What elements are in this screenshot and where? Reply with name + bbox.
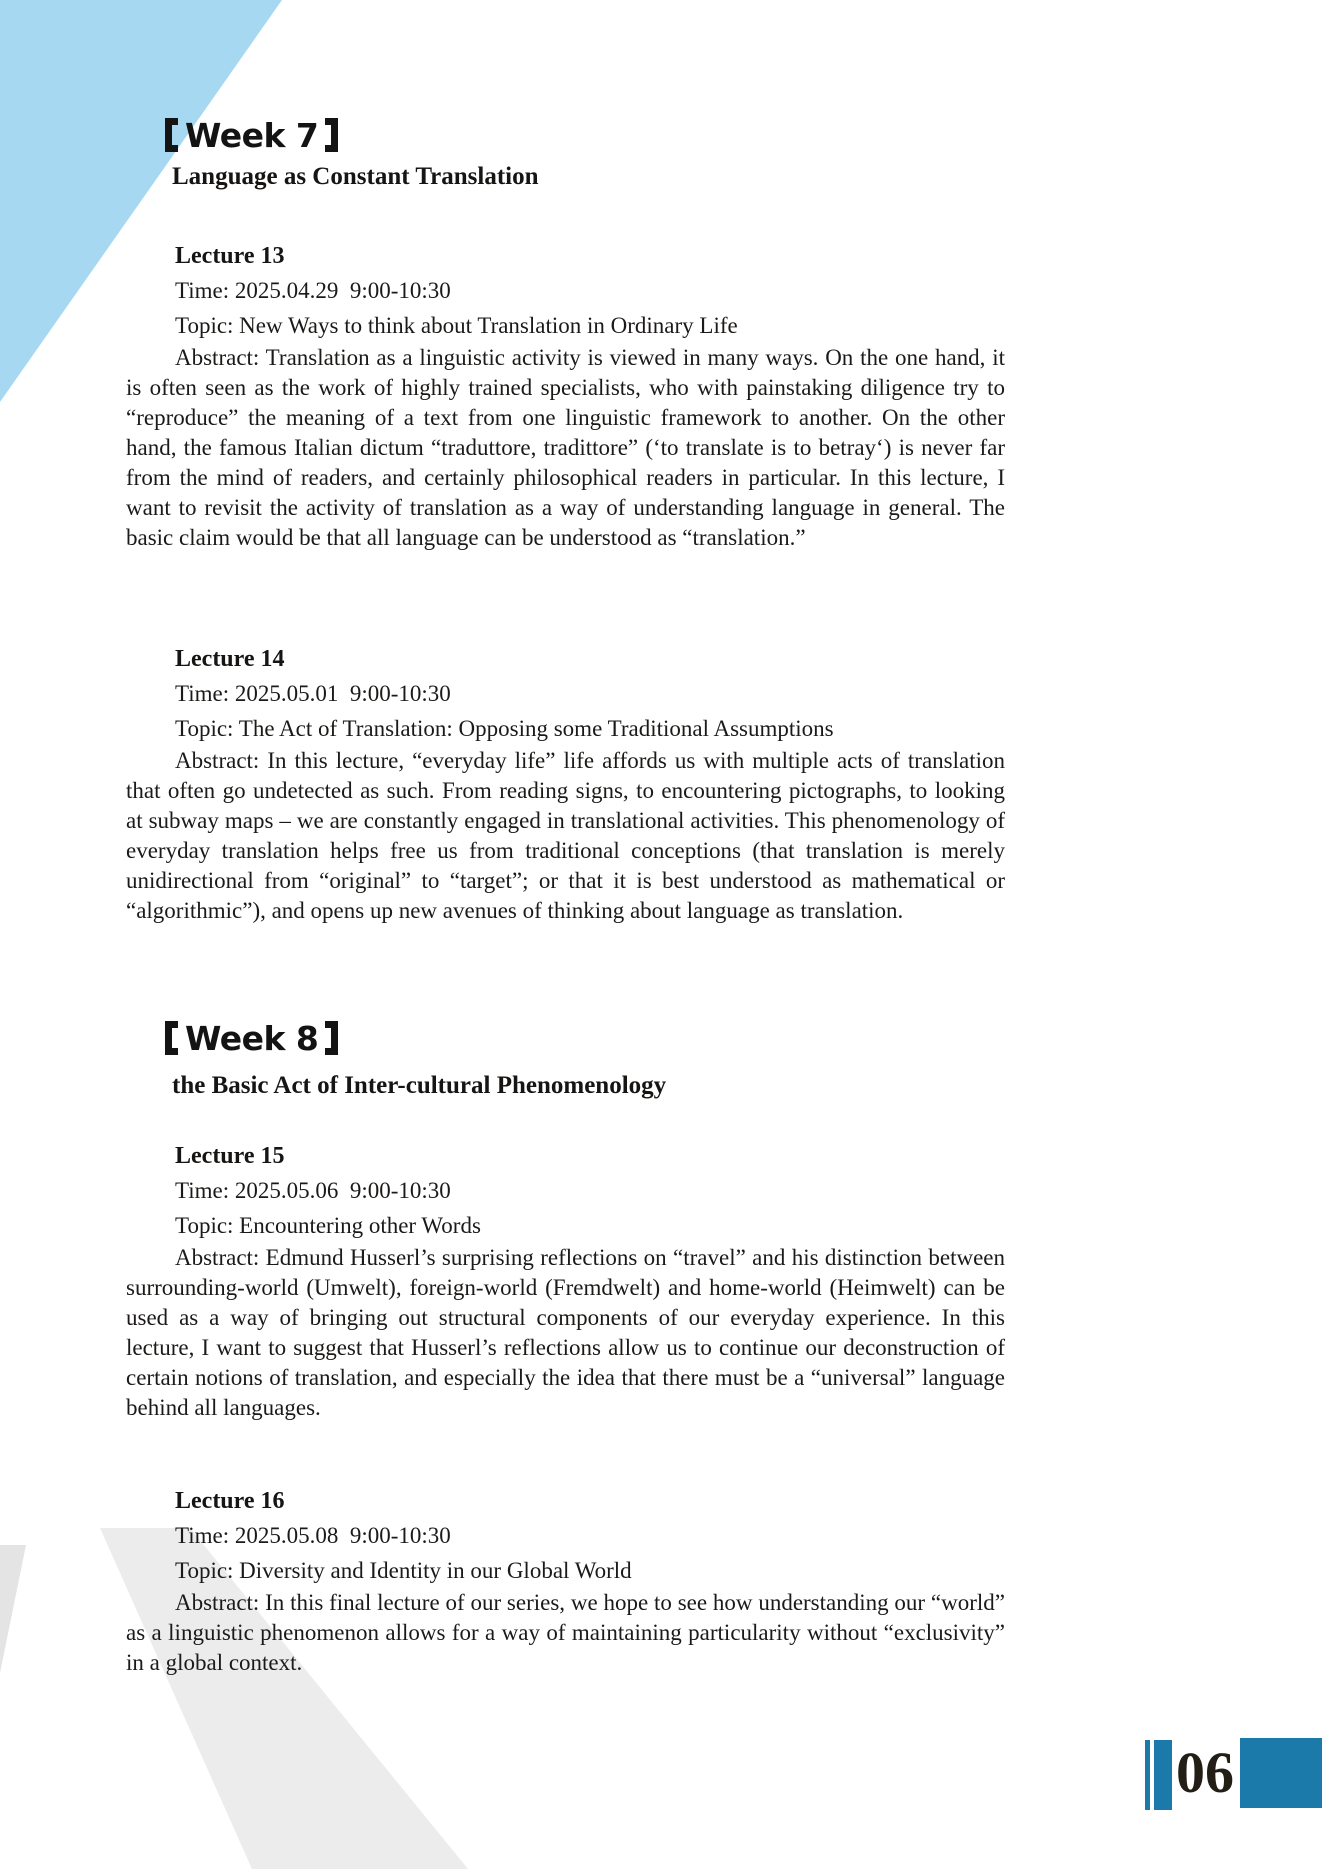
- lecture-topic: Topic: New Ways to think about Translation in Ordinary Life: [175, 313, 738, 338]
- lecture-abstract: Abstract: In this final lecture of our series, we hope to see how understanding our “world” as a linguistic phenomenon allows for a way of maintaining particularity without “exclusivity” in a global context.: [126, 1590, 1005, 1675]
- lecture-title: Lecture 13: [175, 243, 285, 269]
- lecture-title: Lecture 16: [175, 1488, 285, 1514]
- page-number-bar-wide: [1154, 1740, 1172, 1810]
- week-8-heading-label: Week 8: [185, 1019, 319, 1058]
- lecture-title: Lecture 14: [175, 646, 285, 672]
- lecture-abstract: Abstract: Edmund Husserl’s surprising reflections on “travel” and his distinction between surrounding-world (Umwelt), foreign-world (Fremdwelt) and home-world (Heimwelt) can be used as a way of bringing out structural components of our everyday experience. In this lecture, I want to suggest that Husserl’s reflections allow us to continue our deconstruction of certain notions of translation, and especially the idea that there must be a “universal” language behind all languages.: [126, 1245, 1005, 1420]
- week-7-heading: [165, 116, 338, 156]
- lecture-time: Time: 2025.05.06 9:00-10:30: [175, 1178, 451, 1203]
- page-number-bar-thin: [1145, 1740, 1150, 1810]
- lenticular-bracket-right-icon: [325, 118, 338, 152]
- page-number-block-decoration: [1240, 1738, 1322, 1808]
- lecture-topic: Topic: Encountering other Words: [175, 1213, 481, 1238]
- lecture-15-section: [126, 1140, 1005, 1423]
- lecture-topic: Topic: Diversity and Identity in our Global World: [175, 1558, 632, 1583]
- lecture-title: Lecture 15: [175, 1143, 285, 1169]
- lecture-13-section: [126, 240, 1005, 553]
- lecture-14-section: [126, 643, 1005, 926]
- lecture-time: Time: 2025.04.29 9:00-10:30: [175, 278, 451, 303]
- lecture-abstract: Abstract: Translation as a linguistic activity is viewed in many ways. On the one hand, it is often seen as the work of highly trained specialists, who with painstaking diligence try to “reproduce” the meaning of a text from one linguistic framework to another. On the other hand, the famous Italian dictum “traduttore, tradittore” (‘to translate is to betray‘) is never far from the mind of readers, and certainly philosophical readers in particular. In this lecture, I want to revisit the activity of translation as a way of understanding language in general. The basic claim would be that all language can be understood as “translation.”: [126, 345, 1005, 550]
- week-7-subtitle: Language as Constant Translation: [172, 163, 539, 190]
- lecture-abstract: Abstract: In this lecture, “everyday life” life affords us with multiple acts of translation that often go undetected as such. From reading signs, to encountering pictographs, to looking at subway maps – we are constantly engaged in translational activities. This phenomenology of everyday translation helps free us from traditional conceptions (that translation is merely unidirectional from “original” to “target”; or that it is best understood as mathematical or “algorithmic”), and opens up new avenues of thinking about language as translation.: [126, 748, 1005, 923]
- week-8-subtitle: the Basic Act of Inter-cultural Phenomenology: [172, 1072, 667, 1099]
- lecture-time: Time: 2025.05.01 9:00-10:30: [175, 681, 451, 706]
- lecture-time: Time: 2025.05.08 9:00-10:30: [175, 1523, 451, 1548]
- lecture-16-section: [126, 1485, 1005, 1678]
- week-7-heading-label: Week 7: [185, 116, 319, 155]
- week-8-heading: [165, 1019, 338, 1059]
- lecture-topic: Topic: The Act of Translation: Opposing some Traditional Assumptions: [175, 716, 834, 741]
- lenticular-bracket-right-icon: [325, 1021, 338, 1055]
- lenticular-bracket-left-icon: [165, 118, 178, 152]
- lenticular-bracket-left-icon: [165, 1021, 178, 1055]
- page-number: 06: [1176, 1740, 1234, 1805]
- diagonal-band-sliver-decoration: [0, 1545, 26, 1673]
